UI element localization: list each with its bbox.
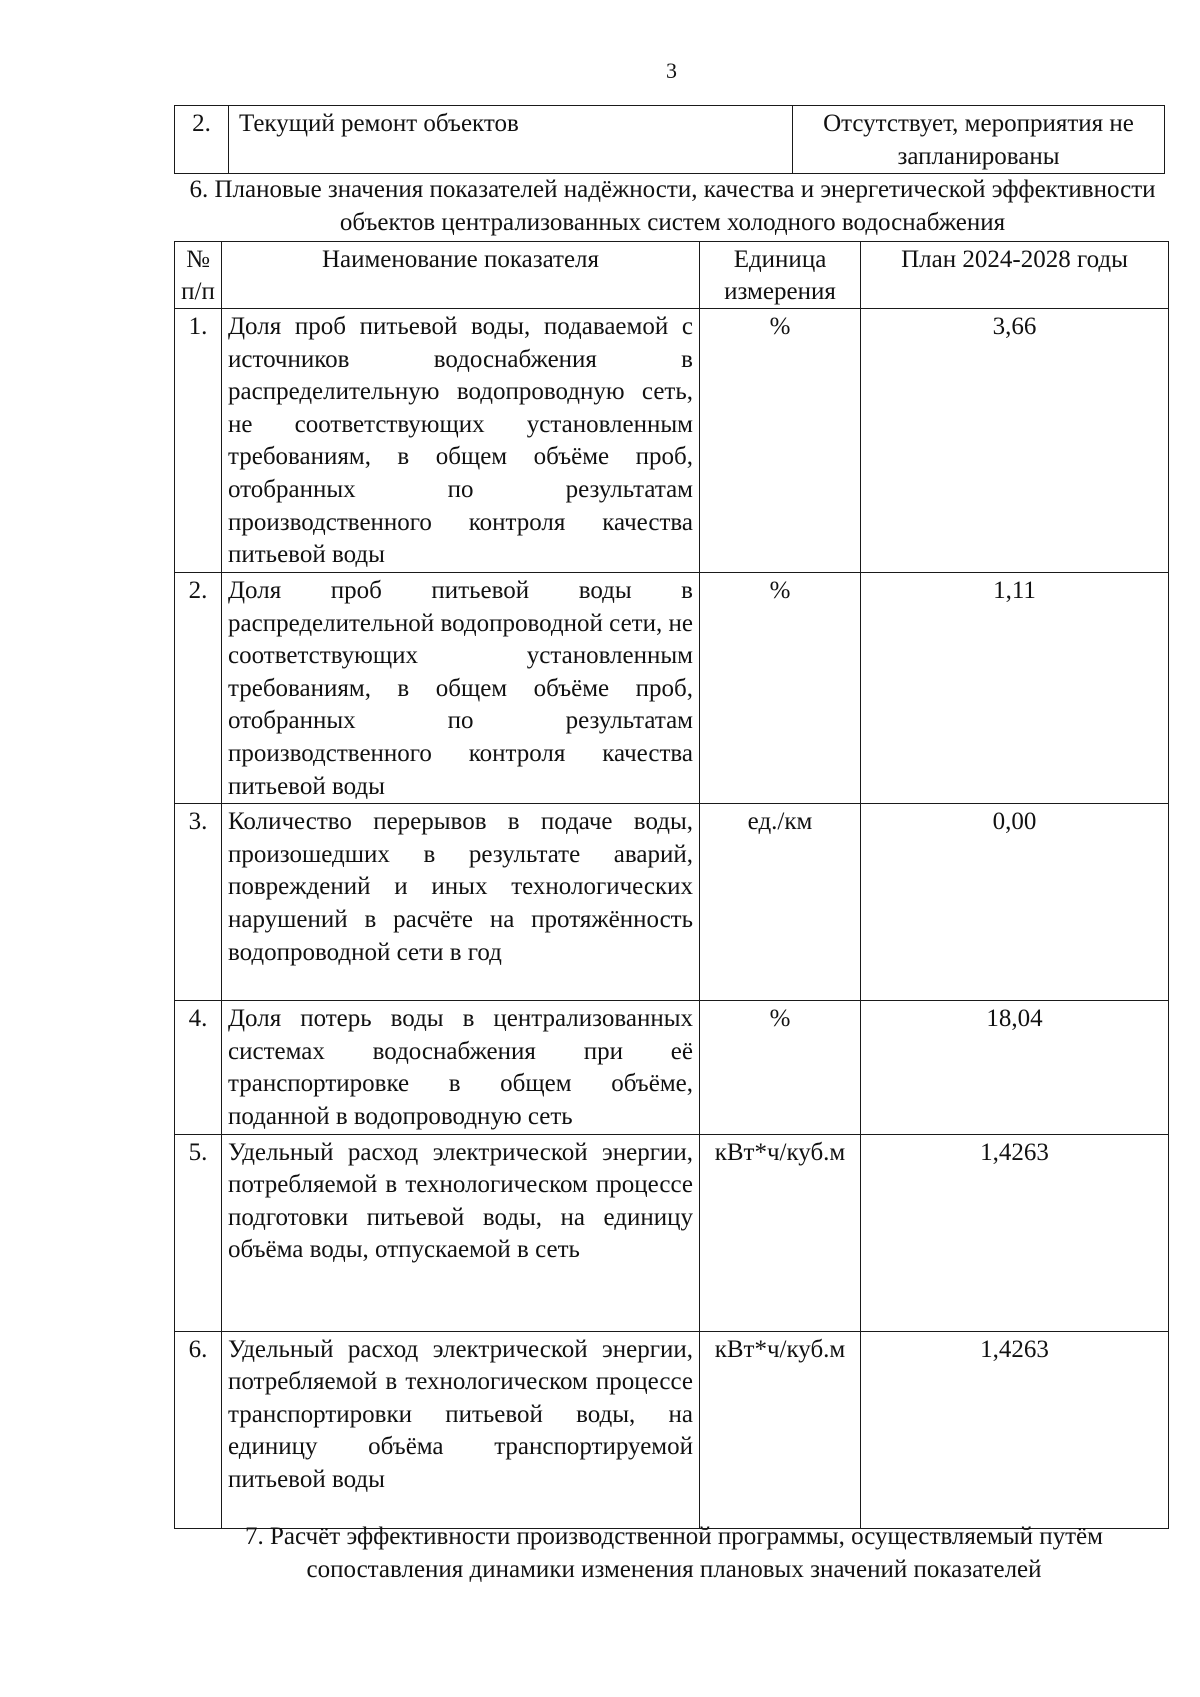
row-num: 1. <box>175 309 222 573</box>
header-unit: Единица измерения <box>700 242 861 309</box>
row-plan: 18,04 <box>861 1001 1169 1134</box>
row-num: 6. <box>175 1331 222 1528</box>
row-unit: % <box>700 1001 861 1134</box>
row-name: Удельный расход электрической энергии, потребляемой в технологическом процессе подготовки питьевой воды, на единицу объёма воды, отпускаемой в сеть <box>222 1134 700 1331</box>
header-plan: План 2024-2028 годы <box>861 242 1169 309</box>
table-row <box>175 1134 1169 1331</box>
table-header-row <box>175 242 1169 309</box>
row-name: Удельный расход электрической энергии, потребляемой в технологическом процессе транспортировки питьевой воды, на единицу объёма транспортируемой питьевой воды <box>222 1331 700 1528</box>
table-row <box>175 804 1169 1001</box>
table-row <box>175 1331 1169 1528</box>
row-unit: кВт*ч/куб.м <box>700 1134 861 1331</box>
row-unit: % <box>700 309 861 573</box>
header-num: № п/п <box>175 242 222 309</box>
top-row-num: 2. <box>175 106 229 174</box>
row-plan: 1,11 <box>861 573 1169 804</box>
row-plan: 0,00 <box>861 804 1169 1001</box>
top-table <box>174 105 1165 174</box>
row-plan: 1,4263 <box>861 1331 1169 1528</box>
section-6-heading: 6. Плановые значения показателей надёжности, качества и энергетической эффективности объектов централизованных систем холодного водоснабжения <box>189 176 1156 236</box>
row-unit: % <box>700 573 861 804</box>
table-row <box>175 309 1169 573</box>
row-plan: 1,4263 <box>861 1134 1169 1331</box>
page-number: 3 <box>666 58 677 83</box>
indicators-table <box>174 241 1169 1529</box>
row-num: 5. <box>175 1134 222 1331</box>
row-name: Доля потерь воды в централизованных системах водоснабжения при её транспортировке в общем объёме, поданной в водопроводную сеть <box>222 1001 700 1134</box>
row-num: 3. <box>175 804 222 1001</box>
row-name: Доля проб питьевой воды в распределительной водопроводной сети, не соответствующих установленным требованиям, в общем объёме проб, отобранных по результатам производственного контроля качества питьевой воды <box>222 573 700 804</box>
row-unit: кВт*ч/куб.м <box>700 1331 861 1528</box>
header-name: Наименование показателя <box>222 242 700 309</box>
row-plan: 3,66 <box>861 309 1169 573</box>
section-7-heading: 7. Расчёт эффективности производственной программы, осуществляемый путём сопоставления динамики изменения плановых значений показателей <box>245 1523 1103 1583</box>
row-unit: ед./км <box>700 804 861 1001</box>
row-num: 2. <box>175 573 222 804</box>
top-row-status: Отсутствует, мероприятия не запланированы <box>793 106 1165 174</box>
table-row <box>175 573 1169 804</box>
row-num: 4. <box>175 1001 222 1134</box>
top-table-row <box>175 106 1165 174</box>
row-name: Количество перерывов в подаче воды, произошедших в результате аварий, повреждений и иных технологических нарушений в расчёте на протяжённость водопроводной сети в год <box>222 804 700 1001</box>
row-name: Доля проб питьевой воды, подаваемой с источников водоснабжения в распределительную водопроводную сеть, не соответствующих установленным требованиям, в общем объёме проб, отобранных по результатам производственного контроля качества питьевой воды <box>222 309 700 573</box>
top-row-name: Текущий ремонт объектов <box>229 106 793 174</box>
table-row <box>175 1001 1169 1134</box>
